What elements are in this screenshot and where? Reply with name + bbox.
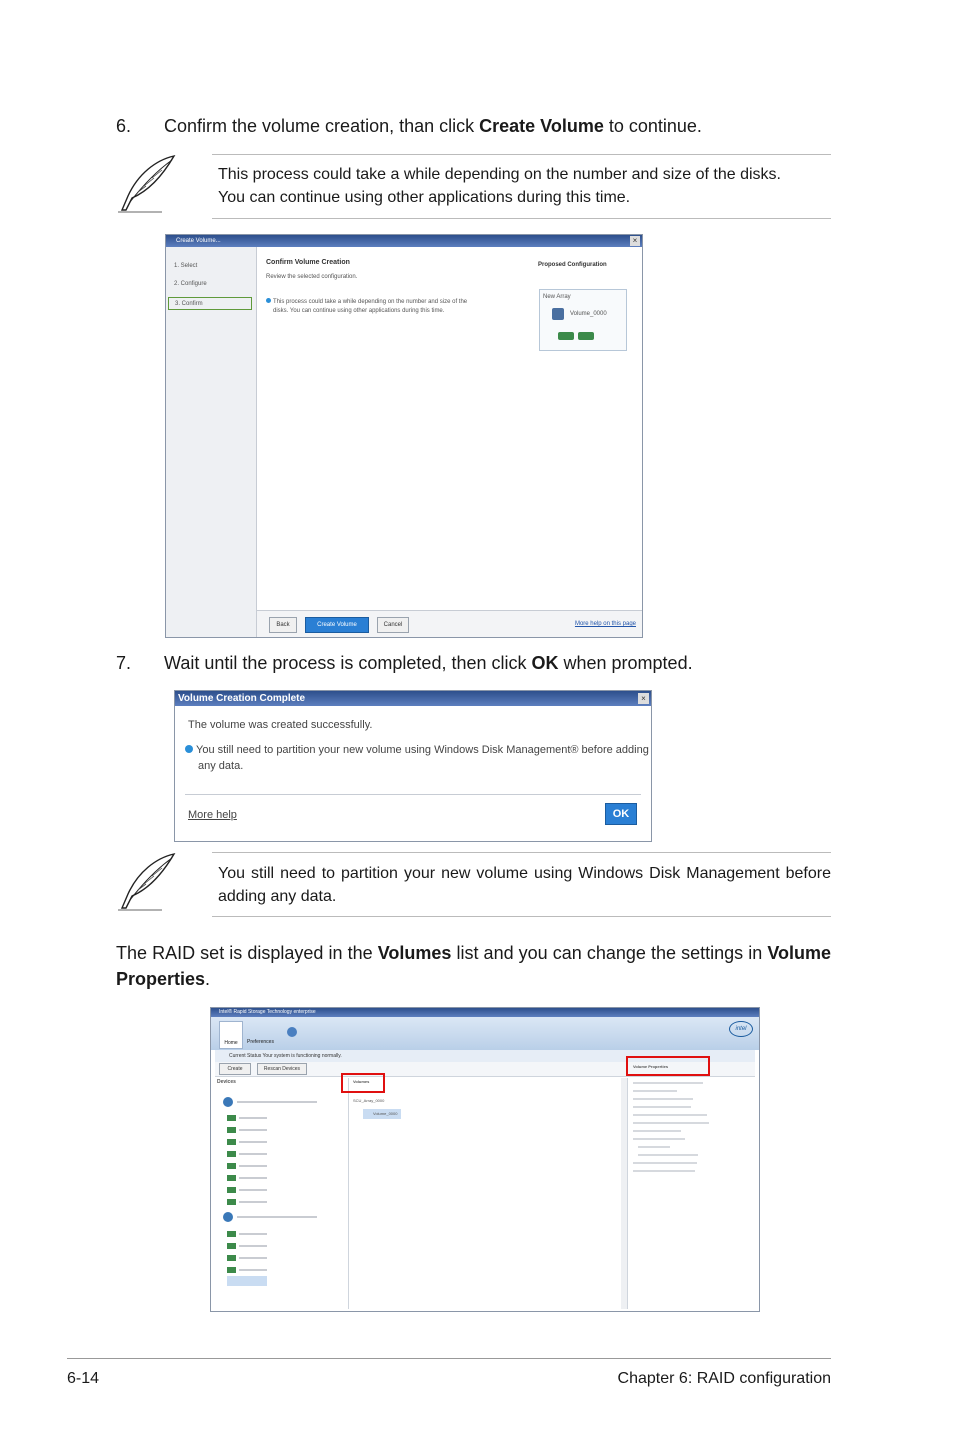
properties-highlight-box (626, 1056, 710, 1076)
home-button[interactable]: Home (219, 1021, 243, 1049)
window-title: Intel® Rapid Storage Technology enterprise (211, 1008, 759, 1017)
disk-icon (578, 332, 594, 340)
back-button[interactable]: Back (269, 617, 297, 633)
wizard-main (257, 247, 642, 637)
sidebar-item-configure[interactable]: 2. Configure (174, 281, 207, 287)
note-box (212, 852, 831, 917)
info-line: disks. You can continue using other applications during this time. (273, 308, 445, 314)
page-heading: Confirm Volume Creation (266, 259, 350, 266)
step-number: 6. (116, 116, 132, 136)
create-volume-button[interactable]: Create Volume (305, 617, 369, 633)
properties-header: Volume Properties (633, 1064, 669, 1069)
rst-main-screenshot (210, 1007, 760, 1312)
rescan-devices-button[interactable]: Rescan Devices (257, 1063, 307, 1075)
proposed-config-title: Proposed Configuration (538, 262, 607, 268)
wizard-footer (257, 610, 642, 637)
volume-icon (552, 308, 564, 320)
help-link[interactable]: More help (188, 809, 237, 821)
step-6 (0, 116, 954, 140)
sidebar-item-confirm[interactable]: 3. Confirm (168, 297, 252, 310)
controller-icon (223, 1097, 233, 1107)
array-label: New Array (543, 294, 571, 300)
help-icon[interactable] (287, 1027, 297, 1037)
volumes-highlight-box (341, 1073, 385, 1093)
page-number: 6-14 (67, 1370, 100, 1387)
window-title: Volume Creation Complete (175, 691, 651, 706)
info-line: You still need to partition your new volume using Windows Disk Management® before adding (185, 744, 649, 756)
properties-pane (627, 1064, 755, 1309)
array-name: SCU_Array_0000 (353, 1098, 385, 1103)
window-title: Create Volume... (166, 235, 642, 247)
devices-pane (215, 1078, 349, 1309)
volume-item[interactable] (363, 1109, 401, 1119)
preferences-button[interactable]: Preferences (247, 1039, 274, 1045)
close-icon[interactable]: × (630, 236, 640, 246)
info-line: This process could take a while depending on the number and size of the (266, 298, 467, 305)
body-paragraph: The RAID set is displayed in the Volumes list and you can change the settings in Volume Properties. (116, 943, 832, 989)
chapter-title: Chapter 6: RAID configuration (617, 1370, 831, 1387)
controller-label (237, 1216, 317, 1218)
feather-quill-icon (116, 152, 180, 216)
info-line: any data. (198, 760, 244, 772)
controller-label (237, 1101, 317, 1103)
volume-label: Volume_0000 (570, 311, 607, 317)
page-footer (67, 1358, 831, 1387)
proposed-config-box (539, 289, 627, 351)
intel-logo: intel (729, 1021, 753, 1037)
note-text: You still need to partition your new volume using Windows Disk Management before adding any data. (218, 865, 831, 905)
volume-name: Volume_0000 (373, 1111, 398, 1116)
sidebar-item-select[interactable]: 1. Select (174, 263, 198, 269)
step-number: 7. (116, 653, 132, 673)
step-text: Confirm the volume creation, than click Create Volume to continue. (164, 116, 702, 136)
cancel-button[interactable]: Cancel (377, 617, 409, 633)
disk-icon (558, 332, 574, 340)
info-icon (266, 298, 271, 303)
success-message: The volume was created successfully. (188, 719, 373, 731)
step-7 (0, 653, 954, 677)
page-subheading: Review the selected configuration. (266, 274, 358, 280)
wizard-sidebar (166, 247, 257, 637)
selected-array-row[interactable] (227, 1276, 267, 1286)
controller-icon (223, 1212, 233, 1222)
feather-quill-icon (116, 850, 180, 914)
create-button[interactable]: Create (219, 1063, 251, 1075)
help-link[interactable]: More help on this page (574, 621, 636, 627)
toolbar (211, 1017, 759, 1050)
volume-complete-screenshot (174, 690, 652, 842)
info-icon (185, 745, 193, 753)
note-text: This process could take a while depending on the number and size of the disks. You can continue using other applications during this time. (218, 166, 781, 206)
close-icon[interactable]: × (638, 693, 649, 704)
note-box (212, 154, 831, 219)
devices-header: Devices (217, 1079, 236, 1085)
divider (185, 794, 641, 795)
volumes-pane (349, 1078, 622, 1309)
status-bar: Current Status Your system is functioning normally. (215, 1050, 755, 1062)
ok-button[interactable]: OK (605, 803, 637, 825)
step-text: Wait until the process is completed, then click OK when prompted. (164, 653, 693, 673)
create-volume-screenshot (165, 234, 643, 638)
volumes-header: Volumes (353, 1079, 370, 1084)
